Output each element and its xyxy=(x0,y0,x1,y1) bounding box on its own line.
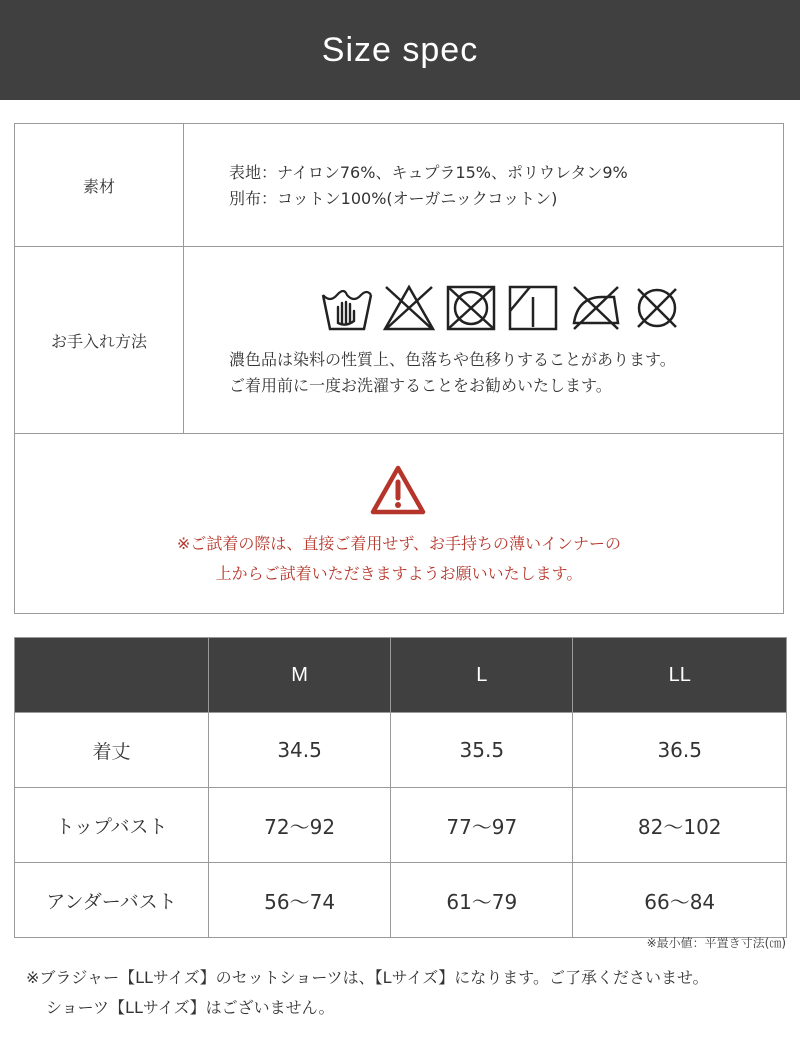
material-line-1: 表地：ナイロン76%、キュプラ15%、ポリウレタン9% xyxy=(229,163,628,182)
no-bleach-icon xyxy=(382,283,436,333)
table-cell: 82〜102 xyxy=(573,788,787,863)
warning-triangle-icon xyxy=(369,464,427,516)
warning-line-1: ※ご試着の際は、直接ご着用せず、お手持ちの薄いインナーの xyxy=(176,534,622,553)
warning-block xyxy=(15,434,783,615)
table-cell: 77〜97 xyxy=(391,788,573,863)
care-content xyxy=(229,347,676,399)
info-table xyxy=(14,123,784,614)
material-label: 素材 xyxy=(15,124,184,246)
size-table-header-row xyxy=(15,638,787,713)
material-content xyxy=(229,160,628,212)
page-title: Size spec xyxy=(321,30,479,69)
warning-text xyxy=(15,529,783,589)
care-row xyxy=(15,247,783,434)
care-icons xyxy=(320,283,684,333)
row-label: 着丈 xyxy=(15,713,209,788)
no-dry-clean-icon xyxy=(630,283,684,333)
warning-row xyxy=(15,434,783,615)
no-iron-icon xyxy=(568,283,622,333)
table-row xyxy=(15,863,787,938)
drip-dry-shade-icon xyxy=(506,283,560,333)
table-cell: 61〜79 xyxy=(391,863,573,938)
table-cell: 34.5 xyxy=(209,713,391,788)
no-tumble-dry-icon xyxy=(444,283,498,333)
size-header-blank xyxy=(15,638,209,713)
table-row xyxy=(15,713,787,788)
care-line-1: 濃色品は染料の性質上、色落ちや色移りすることがあります。 xyxy=(229,350,676,369)
row-label: アンダーバスト xyxy=(15,863,209,938)
row-label: トップバスト xyxy=(15,788,209,863)
note-line-2: ショーツ【LLサイズ】はございません。 xyxy=(46,998,335,1017)
set-shorts-note xyxy=(26,963,709,1023)
table-cell: 72〜92 xyxy=(209,788,391,863)
care-line-2: ご着用前に一度お洗濯することをお勧めいたします。 xyxy=(229,376,612,395)
material-row xyxy=(15,124,783,247)
table-cell: 56〜74 xyxy=(209,863,391,938)
material-line-2: 別布：コットン100%(オーガニックコットン) xyxy=(229,189,558,208)
hand-wash-icon xyxy=(320,283,374,333)
size-table xyxy=(14,637,787,938)
table-cell: 66〜84 xyxy=(573,863,787,938)
table-cell: 35.5 xyxy=(391,713,573,788)
note-line-1: ※ブラジャー【LLサイズ】のセットショーツは、【Lサイズ】になります。ご了承くださいませ。 xyxy=(26,968,709,987)
size-header-l: L xyxy=(391,638,573,713)
size-header-m: M xyxy=(209,638,391,713)
warning-line-2: 上からご試着いただきますようお願いいたします。 xyxy=(215,564,583,583)
care-label: お手入れ方法 xyxy=(15,247,184,433)
page-header xyxy=(0,0,800,100)
size-header-ll: LL xyxy=(573,638,787,713)
measurement-note: ※最小値：平置き寸法(㎝) xyxy=(646,936,786,950)
table-cell: 36.5 xyxy=(573,713,787,788)
table-row xyxy=(15,788,787,863)
